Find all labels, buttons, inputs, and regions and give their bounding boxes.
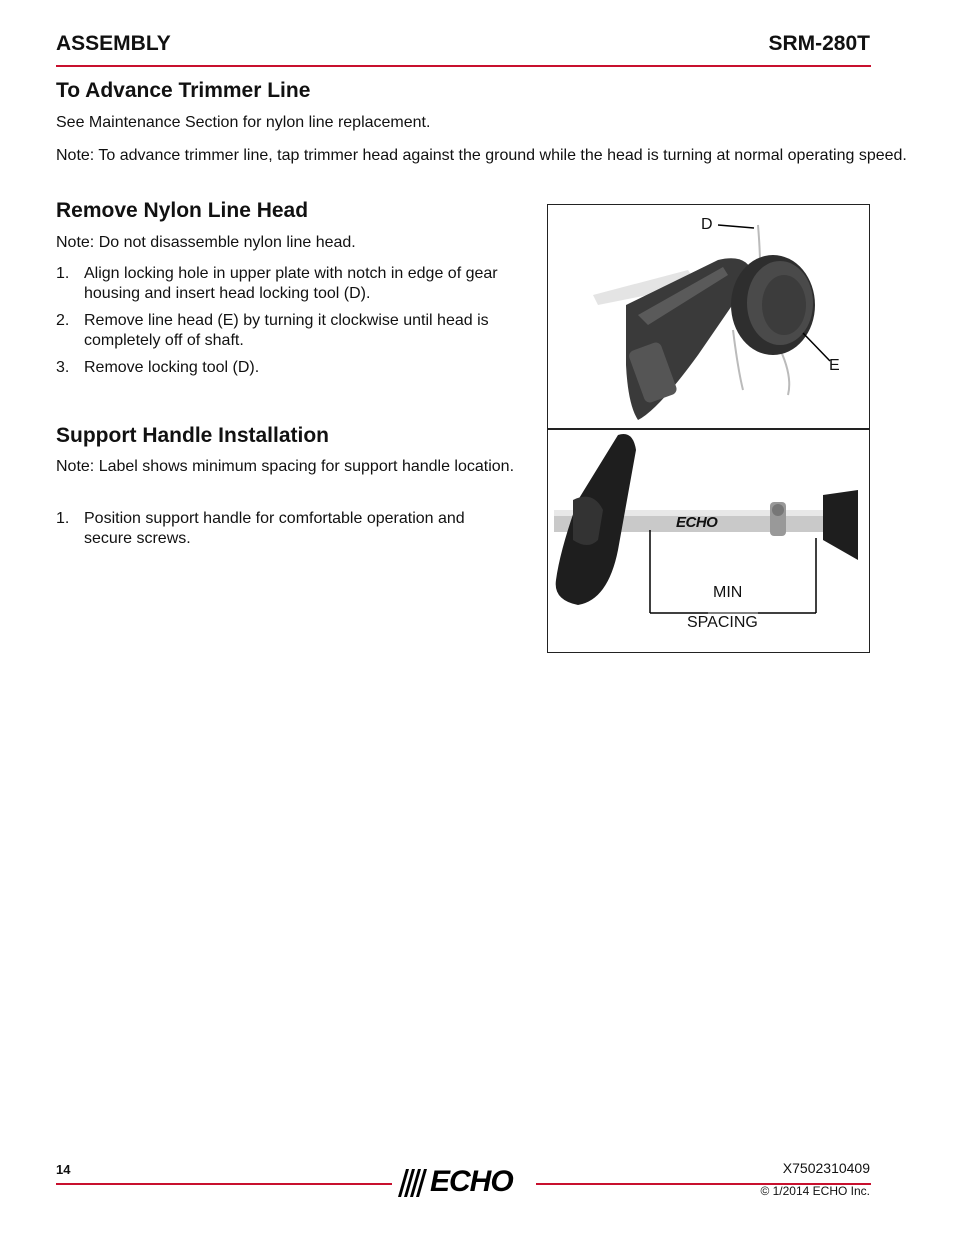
step-number: 1.	[56, 265, 70, 282]
copyright: © 1/2014 ECHO Inc.	[760, 1184, 870, 1198]
shaft-echo-logo: ECHO	[676, 514, 718, 531]
remove-step-1	[56, 264, 532, 304]
model-number: SRM-280T	[768, 32, 870, 55]
trimmer-head-figure	[547, 204, 870, 429]
echo-logo	[394, 1167, 534, 1199]
support-handle-figure	[547, 429, 870, 653]
support-heading: Support Handle Installation	[56, 424, 330, 447]
step-text: Remove locking tool (D).	[84, 359, 260, 376]
header-rule	[56, 65, 871, 67]
echo-logo-text: ECHO	[430, 1165, 513, 1198]
section-title: ASSEMBLY	[56, 32, 171, 55]
step-number: 1.	[56, 510, 70, 527]
support-note: Note: Label shows minimum spacing for support handle location.	[56, 458, 515, 475]
remove-step-2	[56, 311, 532, 351]
spacing-label: SPACING	[687, 614, 758, 631]
callout-e-label: E	[829, 357, 840, 374]
remove-step-3	[56, 358, 532, 378]
step-text: Align locking hole in upper plate with notch in edge of gear housing and insert head locking tool (D).	[84, 265, 498, 302]
advance-paragraph: See Maintenance Section for nylon line replacement.	[56, 114, 431, 131]
callout-d-label: D	[701, 216, 713, 233]
page-number: 14	[56, 1162, 71, 1177]
step-number: 3.	[56, 359, 70, 376]
step-text: Position support handle for comfortable operation and secure screws.	[84, 510, 465, 547]
step-text: Remove line head (E) by turning it clockwise until head is completely off of shaft.	[84, 312, 489, 349]
support-step-1	[56, 509, 506, 549]
remove-heading: Remove Nylon Line Head	[56, 199, 309, 222]
trimmer-head-illustration	[548, 205, 869, 428]
advance-heading: To Advance Trimmer Line	[56, 79, 311, 102]
footer-rule-left	[56, 1183, 392, 1185]
advance-note: Note: To advance trimmer line, tap trimmer head against the ground while the head is turning at normal operating speed.	[56, 147, 907, 164]
step-number: 2.	[56, 312, 70, 329]
min-label: MIN	[713, 584, 743, 601]
remove-note: Note: Do not disassemble nylon line head.	[56, 234, 356, 251]
part-number: X7502310409	[782, 1160, 870, 1176]
